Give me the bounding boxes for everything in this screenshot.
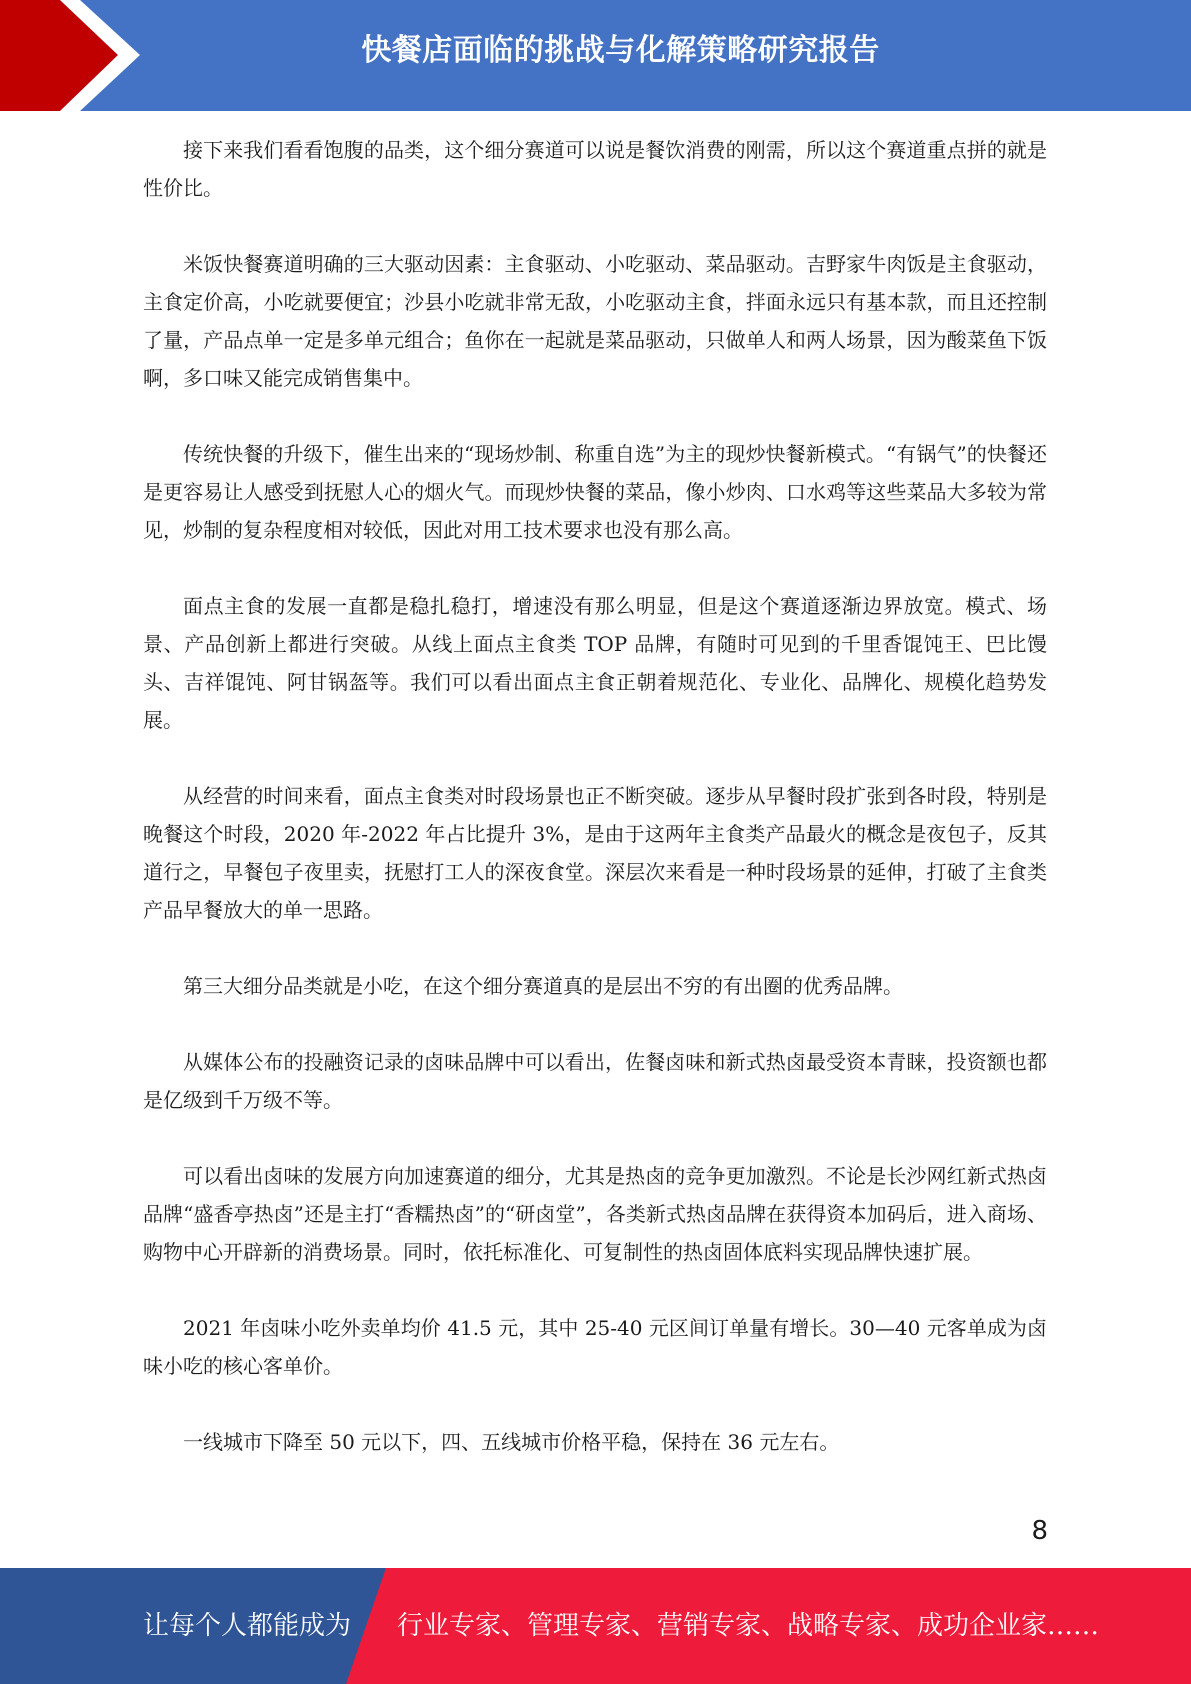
paragraph: 面点主食的发展一直都是稳扎稳打，增速没有那么明显，但是这个赛道逐渐边界放宽。模式、场景、产品创新上都进行突破。从线上面点主食类 TOP 品牌，有随时可见到的千里香馄饨王、巴比馒头、吉祥馄饨、阿甘锅盔等。我们可以看出面点主食正朝着规范化、专业化、品牌化、规模化趋势发展。 (143, 594, 1047, 732)
paragraph: 接下来我们看看饱腹的品类，这个细分赛道可以说是餐饮消费的刚需，所以这个赛道重点拼的就是性价比。 (143, 138, 1047, 200)
page-number: 8 (1031, 1516, 1048, 1546)
footer-slogan-right: 行业专家、管理专家、营销专家、战略专家、成功企业家…… (397, 1611, 1100, 1641)
paragraph: 2021 年卤味小吃外卖单均价 41.5 元，其中 25-40 元区间订单量有增长。30—40 元客单成为卤味小吃的核心客单价。 (143, 1316, 1047, 1378)
page-footer (0, 1568, 1191, 1684)
paragraph: 第三大细分品类就是小吃，在这个细分赛道真的是层出不穷的有出圈的优秀品牌。 (183, 974, 903, 998)
report-title: 快餐店面临的挑战与化解策略研究报告 (361, 33, 880, 68)
paragraph: 传统快餐的升级下，催生出来的“现场炒制、称重自选”为主的现炒快餐新模式。“有锅气”的快餐还是更容易让人感受到抚慰人心的烟火气。而现炒快餐的菜品，像小炒肉、口水鸡等这些菜品大多较为常见，炒制的复杂程度相对较低，因此对用工技术要求也没有那么高。 (143, 442, 1047, 542)
paragraph: 米饭快餐赛道明确的三大驱动因素：主食驱动、小吃驱动、菜品驱动。吉野家牛肉饭是主食驱动，主食定价高，小吃就要便宜；沙县小吃就非常无敌，小吃驱动主食，拌面永远只有基本款，而且还控制了量，产品点单一定是多单元组合；鱼你在一起就是菜品驱动，只做单人和两人场景，因为酸菜鱼下饭啊，多口味又能完成销售集中。 (143, 252, 1047, 390)
footer-slogan-left: 让每个人都能成为 (143, 1611, 352, 1641)
paragraph: 可以看出卤味的发展方向加速赛道的细分，尤其是热卤的竞争更加激烈。不论是长沙网红新式热卤品牌“盛香亭热卤”还是主打“香糯热卤”的“研卤堂”，各类新式热卤品牌在获得资本加码后，进入商场、购物中心开辟新的消费场景。同时，依托标准化、可复制性的热卤固体底料实现品牌快速扩展。 (143, 1164, 1047, 1264)
page-header (0, 0, 1191, 111)
report-body (143, 131, 1047, 1499)
paragraph: 从媒体公布的投融资记录的卤味品牌中可以看出，佐餐卤味和新式热卤最受资本青睐，投资额也都是亿级到千万级不等。 (143, 1050, 1047, 1112)
paragraph: 一线城市下降至 50 元以下，四、五线城市价格平稳，保持在 36 元左右。 (183, 1430, 840, 1454)
paragraph: 从经营的时间来看，面点主食类对时段场景也正不断突破。逐步从早餐时段扩张到各时段，特别是晚餐这个时段，2020 年-2022 年占比提升 3%，是由于这两年主食类产品最火的概念是夜包子，反其道行之，早餐包子夜里卖，抚慰打工人的深夜食堂。深层次来看是一种时段场景的延伸，打破了主食类产品早餐放大的单一思路。 (143, 784, 1047, 922)
